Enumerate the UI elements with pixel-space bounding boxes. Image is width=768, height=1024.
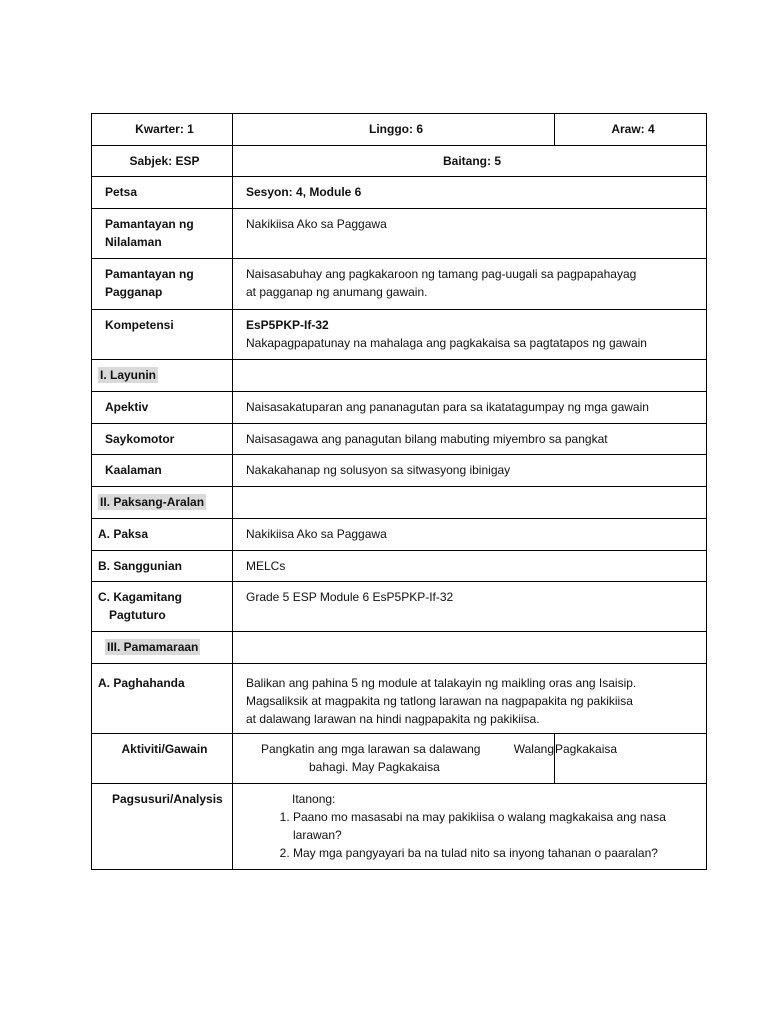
kagamitang-value: Grade 5 ESP Module 6 EsP5PKP-If-32: [233, 582, 707, 632]
aktiviti-walang: Walang: [513, 742, 554, 756]
aktiviti-right-value: Pagkakaisa: [555, 734, 707, 784]
kaalaman-label: Kaalaman: [92, 455, 233, 487]
aktiviti-text-2: bahagi. May Pagkakaisa: [309, 760, 440, 774]
layunin-label-cell: [92, 360, 233, 392]
paghahanda-line-2: Magsaliksik at magpakita ng tatlong larawan na nagpapakita ng pakikiisa: [246, 694, 633, 708]
layunin-row: [92, 360, 707, 392]
sanggunian-row: [92, 551, 707, 582]
value-line-2: at pagganap ng anumang gawain.: [246, 285, 428, 299]
kaalaman-row: [92, 455, 707, 487]
label-line-2: Pagganap: [105, 285, 163, 299]
question-item: 1. Paano mo masasabi na may pakikiisa o walang magkakaisa ang nasa larawan?: [293, 808, 698, 844]
apektiv-row: [92, 392, 707, 424]
linggo-cell: Linggo: 6: [233, 114, 555, 146]
petsa-label: Petsa: [92, 177, 233, 209]
kompetensi-label: Kompetensi: [92, 310, 233, 360]
paghahanda-row: [92, 664, 707, 734]
kagamitang-label: [92, 582, 233, 632]
pagsusuri-value: [233, 784, 707, 870]
paghahanda-line-1: Balikan ang pahina 5 ng module at talakayin ng maikling oras ang Isaisip.: [246, 676, 637, 690]
aktiviti-value: [233, 734, 555, 784]
aktiviti-row: [92, 734, 707, 784]
pamantayan-nilalaman-label: [92, 209, 233, 259]
paghahanda-label: A. Paghahanda: [92, 664, 233, 734]
pamamaraan-label-cell: [92, 632, 233, 664]
saykomotor-value: Naisasagawa ang panagutan bilang mabuting miyembro sa pangkat: [233, 424, 707, 455]
paksang-aralan-row: [92, 487, 707, 519]
petsa-row: [92, 177, 707, 209]
saykomotor-row: [92, 424, 707, 455]
pamamaraan-row: [92, 632, 707, 664]
pamantayan-nilalaman-value: Nakikiisa Ako sa Paggawa: [233, 209, 707, 259]
araw-cell: Araw: 4: [555, 114, 707, 146]
kagamitang-row: [92, 582, 707, 632]
sanggunian-value: MELCs: [233, 551, 707, 582]
value-line-1: Naisasabuhay ang pagkakaroon ng tamang pag-uugali sa pagpapahayag: [246, 267, 637, 281]
paksang-aralan-empty-cell: [233, 487, 707, 519]
header-row-2: [92, 146, 707, 177]
kaalaman-value: Nakakahanap ng solusyon sa sitwasyong ibinigay: [233, 455, 707, 487]
label-line-2: Pagtuturo: [109, 608, 166, 622]
baitang-cell: Baitang: 5: [233, 146, 707, 177]
paksang-aralan-label-cell: [92, 487, 233, 519]
pamamaraan-heading: III. Pamamaraan: [107, 640, 199, 654]
paghahanda-line-3: at dalawang larawan na hindi nagpapakita ng pakikiisa.: [246, 712, 540, 726]
pamantayan-pagganap-value: [233, 259, 707, 310]
lesson-plan-table: [91, 113, 707, 870]
apektiv-value: Naisasakatuparan ang pananagutan para sa ikatatagumpay ng mga gawain: [233, 392, 707, 424]
petsa-value: Sesyon: 4, Module 6: [233, 177, 707, 209]
header-row-1: [92, 114, 707, 146]
label-line-1: Pamantayan ng: [105, 217, 194, 231]
kompetensi-value: [233, 310, 707, 360]
paksa-value: Nakikiisa Ako sa Paggawa: [233, 519, 707, 551]
aktiviti-label: Aktiviti/Gawain: [92, 734, 233, 784]
paksang-aralan-heading: II. Paksang-Aralan: [100, 495, 205, 509]
label-line-1: C. Kagamitang: [98, 590, 183, 604]
question-list: [233, 808, 698, 862]
pamantayan-pagganap-row: [92, 259, 707, 310]
pagsusuri-intro: Itanong:: [292, 792, 336, 806]
label-line-2: Nilalaman: [105, 235, 162, 249]
layunin-empty-cell: [233, 360, 707, 392]
aktiviti-text-1: Pangkatin ang mga larawan sa dalawang: [261, 742, 481, 756]
paghahanda-value: [233, 664, 707, 734]
layunin-heading: I. Layunin: [100, 368, 157, 382]
sanggunian-label: B. Sanggunian: [92, 551, 233, 582]
aktiviti-line-1: [261, 740, 554, 758]
paksa-label: A. Paksa: [92, 519, 233, 551]
pagsusuri-label: Pagsusuri/Analysis: [92, 784, 233, 870]
paksa-row: [92, 519, 707, 551]
kwarter-cell: Kwarter: 1: [92, 114, 233, 146]
apektiv-label: Apektiv: [92, 392, 233, 424]
sabjek-cell: Sabjek: ESP: [92, 146, 233, 177]
label-line-1: Pamantayan ng: [105, 267, 194, 281]
pamantayan-pagganap-label: [92, 259, 233, 310]
kompetensi-row: [92, 310, 707, 360]
pamantayan-nilalaman-row: [92, 209, 707, 259]
kompetensi-code: EsP5PKP-If-32: [246, 318, 329, 332]
kompetensi-text: Nakapagpapatunay na mahalaga ang pagkakaisa sa pagtatapos ng gawain: [246, 336, 647, 350]
pamamaraan-empty-cell: [233, 632, 707, 664]
question-item: 2. May mga pangyayari ba na tulad nito sa inyong tahanan o paaralan?: [293, 844, 698, 862]
saykomotor-label: Saykomotor: [92, 424, 233, 455]
pagsusuri-row: [92, 784, 707, 870]
